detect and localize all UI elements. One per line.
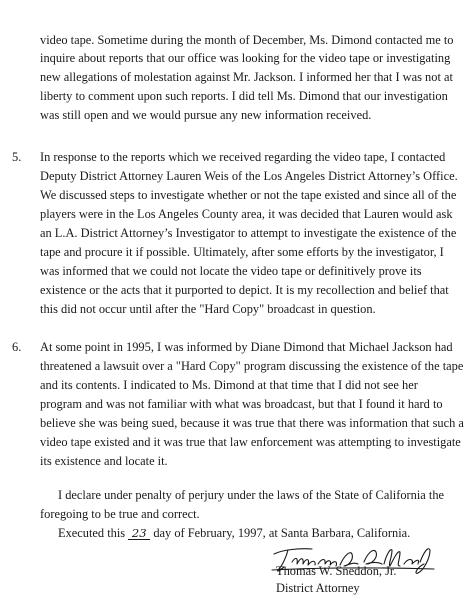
- text-line: new allegations of molestation against Mr. Jackson. I informed her that I was not at: [40, 70, 453, 84]
- paragraph-number: 5.: [12, 150, 22, 164]
- text-line: tape and procure it if possible. Ultimately, after some efforts by the investigator, I: [40, 245, 444, 259]
- text-line: believe she was being sued, because it was true that there was information that such a: [40, 416, 464, 430]
- execution-day: 23: [128, 527, 150, 540]
- signer-name: Thomas W. Sneddon, Jr.: [276, 564, 397, 578]
- text-line: In response to the reports which we received regarding the video tape, I contacted: [40, 150, 446, 164]
- text-line: inquire about reports that our office was looking for the video tape or investigating: [40, 51, 451, 65]
- text-line: I declare under penalty of perjury under the laws of the State of California the: [58, 488, 445, 502]
- text-line: liberty to comment upon such reports. I did tell Ms. Dimond that our investigation: [40, 89, 448, 103]
- text-line: threatened a lawsuit over a "Hard Copy" program discussing the existence of the tape: [40, 359, 464, 373]
- text-line: and its contents. I indicated to Ms. Dimond at that time that I did not see her: [40, 378, 418, 392]
- text-line: this did not occur until after the "Hard Copy" broadcast in question.: [40, 302, 376, 316]
- execution-suffix: day of February, 1997, at Santa Barbara, California.: [153, 526, 411, 540]
- text-line: program and was not familiar with what was broadcast, but that I found it hard to: [40, 397, 443, 411]
- text-line: video tape existed and it was true that law enforcement was attempting to investigate: [40, 435, 461, 449]
- text-line: was still open and we would pursue any new information received.: [40, 108, 372, 122]
- text-line: players were in the Los Angeles County area, it was decided that Lauren would ask: [40, 207, 453, 221]
- text-line: its existence and locate it.: [40, 454, 168, 468]
- paragraph-number: 6.: [12, 340, 22, 354]
- text-line: existence or the acts that it purported to depict. It is my recollection and belief that: [40, 283, 449, 297]
- text-line: video tape. Sometime during the month of December, Ms. Dimond contacted me to: [40, 33, 454, 47]
- text-line: was informed that we could not locate the video tape or definitively prove its: [40, 264, 422, 278]
- text-line: an L.A. District Attorney’s Investigator to attempt to investigate the existence of the: [40, 226, 457, 240]
- text-line: Deputy District Attorney Lauren Weis of the Los Angeles District Attorney’s Office.: [40, 169, 458, 183]
- text-line: We discussed steps to investigate whether or not the tape existed and since all of the: [40, 188, 457, 202]
- text-line: foregoing to be true and correct.: [40, 507, 200, 521]
- execution-statement: [58, 526, 410, 540]
- text-line: At some point in 1995, I was informed by Diane Dimond that Michael Jackson had: [40, 340, 453, 354]
- signer-title: District Attorney: [276, 581, 360, 595]
- execution-prefix: Executed this: [58, 526, 126, 540]
